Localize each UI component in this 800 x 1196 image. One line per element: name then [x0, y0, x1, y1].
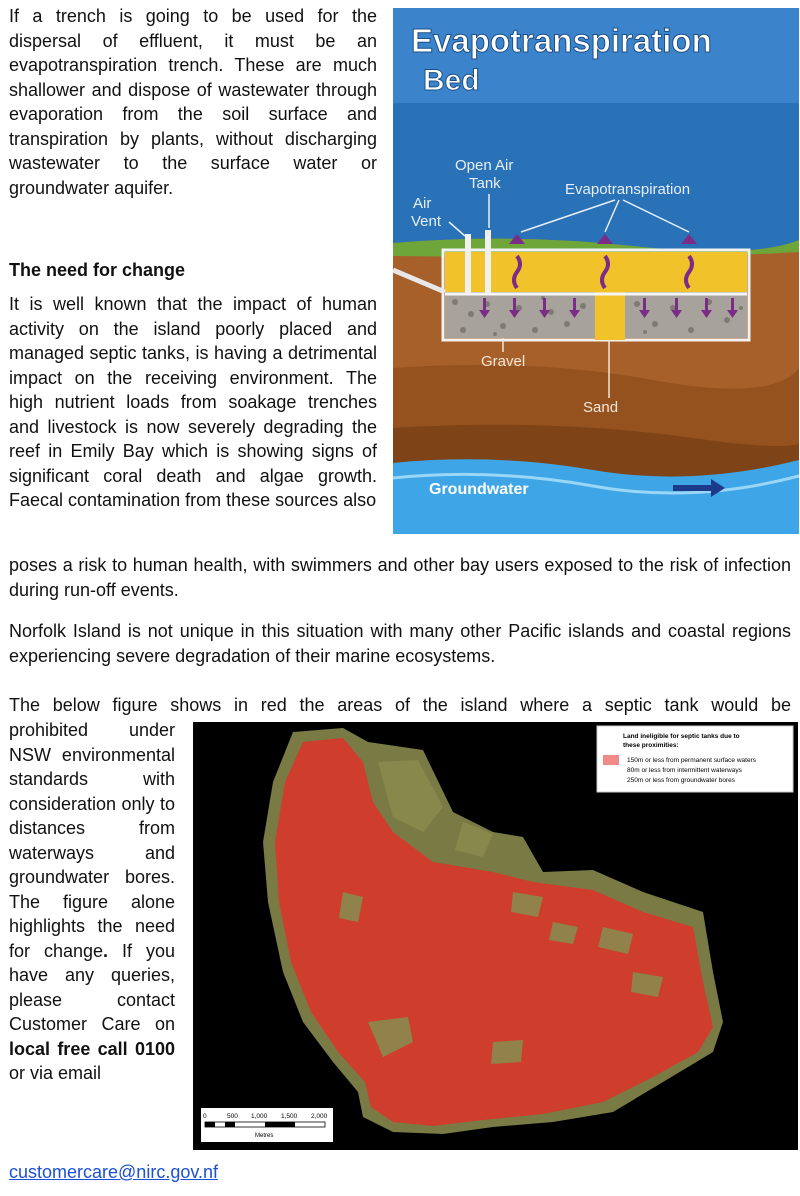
email-link[interactable]: customercare@nirc.gov.nf	[9, 1162, 219, 1182]
label-open-air-2: Tank	[469, 175, 501, 192]
need-paragraph-full	[9, 553, 791, 602]
norfolk-text: Norfolk Island is not unique in this situation with many other Pacific islands and coastal regions experiencing severe degradation of their marine ecosystems.	[9, 621, 791, 666]
scale-unit: Metres	[255, 1133, 274, 1139]
scale-tick-2000: 2,000	[311, 1113, 328, 1120]
scale-tick-500: 500	[227, 1113, 238, 1120]
groundwater-label: Groundwater	[429, 481, 529, 498]
scale-seg-3	[265, 1122, 295, 1127]
figure-side-text: prohibited under NSW environmental standards with consideration only to distances from waterways and groundwater bores. The figure alone highlights the need for change	[9, 720, 175, 961]
scale-seg-2	[225, 1122, 235, 1127]
need-text-wrap: It is well known that the impact of human activity on the island poorly placed and managed septic tanks, is having a detrimental impact on the receiving environment. The high nutrient loads from soakage trenches and livestock is now severely degrading the reef in Emily Bay which is showing signs of significant coral death and algae growth. Faecal contamination from these sources also	[9, 294, 377, 510]
septic-map-figure	[193, 722, 798, 1150]
septic-map	[193, 722, 798, 1150]
norfolk-paragraph	[9, 619, 791, 668]
air-vent-pipe	[465, 234, 471, 294]
legend-title-line2: these proximities:	[623, 742, 679, 749]
label-air-vent-1: Air	[413, 195, 432, 212]
evap-title-line2: Bed	[423, 64, 480, 97]
evap-title-line1: Evapotranspiration	[411, 22, 712, 59]
label-air-vent-2: Vent	[411, 213, 442, 230]
label-evapotranspiration: Evapotranspiration	[565, 181, 691, 198]
scale-tick-1500: 1,500	[281, 1113, 298, 1120]
sand-core	[595, 292, 625, 340]
legend-swatch	[603, 755, 619, 765]
legend-item-1: 150m or less from permanent surface waters	[627, 757, 756, 764]
evapotranspiration-diagram	[393, 8, 799, 534]
label-open-air-1: Open Air	[455, 157, 514, 174]
email-line	[9, 1160, 218, 1184]
figure-side-period: .	[103, 940, 109, 961]
figure-side-paragraph	[9, 718, 175, 1086]
legend-item-2: 80m or less from intermittent waterways	[627, 767, 742, 774]
map-marker	[453, 798, 461, 806]
scale-tick-0: 0	[203, 1113, 207, 1120]
local-call-number: local free call 0100	[9, 1038, 175, 1059]
label-gravel: Gravel	[481, 353, 526, 370]
intro-paragraph	[9, 4, 377, 200]
need-paragraph-wrap	[9, 292, 377, 513]
scale-tick-1000: 1,000	[251, 1113, 268, 1120]
intro-text: If a trench is going to be used for the dispersal of effluent, it must be an evapotranspiration trench. These are much shallower and dispose of wastewater through evaporation from the soil surface and transpiration by plants, without discharging wastewater to the surface water or groundwater aquifer.	[9, 6, 377, 198]
figure-intro-paragraph	[9, 693, 791, 718]
queries-text: If you have any queries, please contact Customer Care on	[9, 940, 175, 1034]
figure-intro-text: The below figure shows in red the areas of the island where a septic tank would be	[9, 695, 791, 715]
need-text-full: poses a risk to human health, with swimmers and other bay users exposed to the risk of infection during run-off events.	[9, 555, 791, 600]
or-via-text: or via email	[9, 1063, 102, 1083]
section-heading: The need for change	[9, 260, 186, 280]
open-air-tank-pipe	[485, 230, 491, 294]
evapotranspiration-figure	[393, 8, 799, 534]
legend-title-line1: Land ineligible for septic tanks due to	[623, 733, 740, 740]
label-sand: Sand	[583, 399, 619, 416]
scale-seg-1	[205, 1122, 215, 1127]
legend-item-3: 250m or less from groundwater bores	[627, 777, 736, 784]
